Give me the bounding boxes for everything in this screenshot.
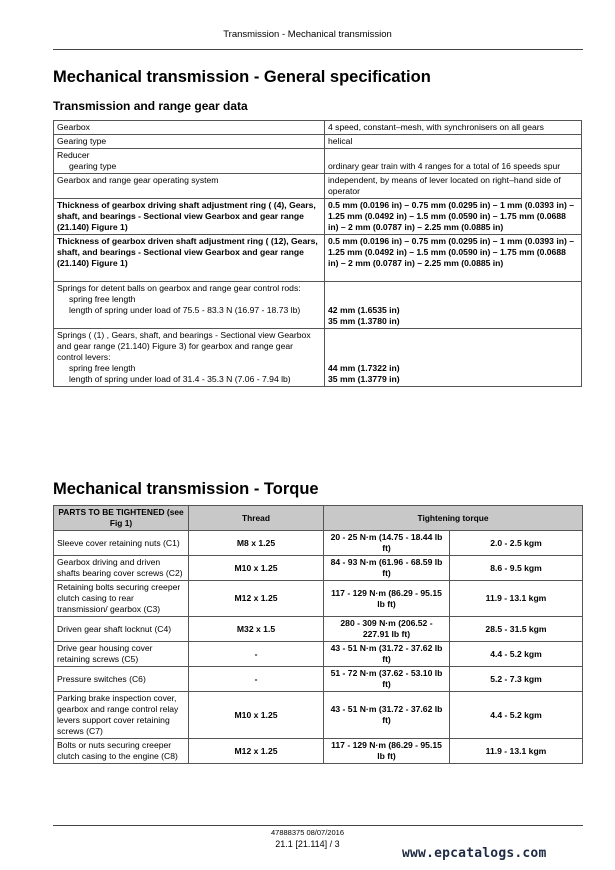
spec-value: 0.5 mm (0.0196 in) – 0.75 mm (0.0295 in) – 1 mm (0.0393 in) – 1.25 mm (0.0492 in) – 1.5 mm (0.0590 in) – 1.75 mm (0.0688 in) – 2 mm (0.0787 in) – 2.25 mm (0.0885 in) <box>325 235 582 282</box>
spec-label: Thickness of gearbox driving shaft adjustment ring ( (4), Gears, shaft, and bearings - Sectional view Gearbox and gear range (21.140) Figure 1) <box>54 199 325 235</box>
spec-value-group <box>325 282 582 329</box>
spec-value: 44 mm (1.7322 in) <box>328 363 400 373</box>
footer-rule <box>53 825 583 826</box>
spec-label-group <box>54 282 325 329</box>
torque-kgm-cell: 8.6 - 9.5 kgm <box>450 556 583 581</box>
watermark: www.epcatalogs.com <box>402 846 547 861</box>
spec-sub-label: length of spring under load of 75.5 - 83.3 N (16.97 - 18.73 lb) <box>69 305 301 315</box>
torque-nm-cell: 84 - 93 N·m (61.96 - 68.59 lb ft) <box>324 556 450 581</box>
spec-subtitle: Transmission and range gear data <box>53 99 248 113</box>
spec-label-group <box>54 149 325 174</box>
table-row <box>54 667 583 692</box>
spec-value: ordinary gear train with 4 ranges for a total of 16 speeds spur <box>328 161 561 171</box>
table-row <box>54 531 583 556</box>
torque-kgm-cell: 4.4 - 5.2 kgm <box>450 642 583 667</box>
spec-sub-label: spring free length <box>69 294 136 304</box>
thread-cell: - <box>189 667 324 692</box>
part-cell: Driven gear shaft locknut (C4) <box>54 617 189 642</box>
torque-nm-cell: 43 - 51 N·m (31.72 - 37.62 lb ft) <box>324 692 450 739</box>
table-row <box>54 174 582 199</box>
spec-value-group <box>325 329 582 387</box>
torque-nm-cell: 43 - 51 N·m (31.72 - 37.62 lb ft) <box>324 642 450 667</box>
part-cell: Bolts or nuts securing creeper clutch casing to the engine (C8) <box>54 739 189 764</box>
column-header-torque: Tightening torque <box>324 506 583 531</box>
spec-value-group <box>325 149 582 174</box>
table-row <box>54 149 582 174</box>
table-row <box>54 581 583 617</box>
thread-cell: M12 x 1.25 <box>189 581 324 617</box>
part-cell: Sleeve cover retaining nuts (C1) <box>54 531 189 556</box>
table-row <box>54 739 583 764</box>
spec-value: 35 mm (1.3779 in) <box>328 374 400 384</box>
torque-section-title: Mechanical transmission - Torque <box>53 480 319 498</box>
spec-sub-label: spring free length <box>69 363 136 373</box>
header-rule <box>53 49 583 50</box>
spec-label: Gearbox and range gear operating system <box>54 174 325 199</box>
thread-cell: M12 x 1.25 <box>189 739 324 764</box>
running-header: Transmission - Mechanical transmission <box>223 29 392 40</box>
spec-value: 4 speed, constant–mesh, with synchronisers on all gears <box>325 121 582 135</box>
table-row <box>54 121 582 135</box>
spec-table <box>53 120 582 387</box>
spec-sub-label: gearing type <box>69 161 117 171</box>
table-row <box>54 135 582 149</box>
torque-kgm-cell: 28.5 - 31.5 kgm <box>450 617 583 642</box>
part-cell: Gearbox driving and driven shafts bearing cover screws (C2) <box>54 556 189 581</box>
spec-value: 0.5 mm (0.0196 in) – 0.75 mm (0.0295 in) – 1 mm (0.0393 in) – 1.25 mm (0.0492 in) – 1.5 mm (0.0590 in) – 1.75 mm (0.0688 in) – 2 mm (0.0787 in) – 2.25 mm (0.0885 in) <box>325 199 582 235</box>
spec-label: Springs ( (1) , Gears, shaft, and bearings - Sectional view Gearbox and gear range (21.140) Figure 3) for gearbox and range gear control levers: <box>57 330 311 362</box>
doc-code: 47888375 08/07/2016 <box>271 828 344 837</box>
spec-label: Gearbox <box>54 121 325 135</box>
page-number: 21.1 [21.114] / 3 <box>275 839 340 849</box>
table-row <box>54 282 582 329</box>
column-header-parts: PARTS TO BE TIGHTENED (see Fig 1) <box>54 506 189 531</box>
spec-label: Springs for detent balls on gearbox and range gear control rods: <box>57 283 301 293</box>
table-row <box>54 642 583 667</box>
torque-kgm-cell: 5.2 - 7.3 kgm <box>450 667 583 692</box>
torque-kgm-cell: 2.0 - 2.5 kgm <box>450 531 583 556</box>
spec-label: Thickness of gearbox driven shaft adjustment ring ( (12), Gears, shaft, and bearings - Sectional view Gearbox and gear range (21.140) Figure 1) <box>54 235 325 282</box>
spec-value: independent, by means of lever located on right–hand side of operator <box>325 174 582 199</box>
torque-kgm-cell: 11.9 - 13.1 kgm <box>450 739 583 764</box>
table-row <box>54 556 583 581</box>
thread-cell: M10 x 1.25 <box>189 556 324 581</box>
thread-cell: M32 x 1.5 <box>189 617 324 642</box>
thread-cell: M10 x 1.25 <box>189 692 324 739</box>
column-header-thread: Thread <box>189 506 324 531</box>
spec-label-group <box>54 329 325 387</box>
part-cell: Parking brake inspection cover, gearbox and range control relay levers support cover retaining screws (C7) <box>54 692 189 739</box>
spec-value: helical <box>325 135 582 149</box>
table-row <box>54 617 583 642</box>
part-cell: Drive gear housing cover retaining screws (C5) <box>54 642 189 667</box>
torque-nm-cell: 117 - 129 N·m (86.29 - 95.15 lb ft) <box>324 739 450 764</box>
table-row <box>54 692 583 739</box>
torque-nm-cell: 51 - 72 N·m (37.62 - 53.10 lb ft) <box>324 667 450 692</box>
thread-cell: M8 x 1.25 <box>189 531 324 556</box>
table-row <box>54 199 582 235</box>
spec-label: Gearing type <box>54 135 325 149</box>
table-header-row <box>54 506 583 531</box>
torque-nm-cell: 20 - 25 N·m (14.75 - 18.44 lb ft) <box>324 531 450 556</box>
torque-kgm-cell: 11.9 - 13.1 kgm <box>450 581 583 617</box>
torque-table <box>53 505 583 764</box>
spec-label: Reducer <box>57 150 90 160</box>
thread-cell: - <box>189 642 324 667</box>
table-row <box>54 329 582 387</box>
table-row <box>54 235 582 282</box>
part-cell: Pressure switches (C6) <box>54 667 189 692</box>
spec-sub-label: length of spring under load of 31.4 - 35.3 N (7.06 - 7.94 lb) <box>69 374 291 384</box>
part-cell: Retaining bolts securing creeper clutch casing to rear transmission/ gearbox (C3) <box>54 581 189 617</box>
torque-kgm-cell: 4.4 - 5.2 kgm <box>450 692 583 739</box>
torque-nm-cell: 280 - 309 N·m (206.52 - 227.91 lb ft) <box>324 617 450 642</box>
spec-section-title: Mechanical transmission - General specification <box>53 68 431 86</box>
spec-value: 42 mm (1.6535 in) <box>328 305 400 315</box>
spec-value: 35 mm (1.3780 in) <box>328 316 400 326</box>
torque-nm-cell: 117 - 129 N·m (86.29 - 95.15 lb ft) <box>324 581 450 617</box>
